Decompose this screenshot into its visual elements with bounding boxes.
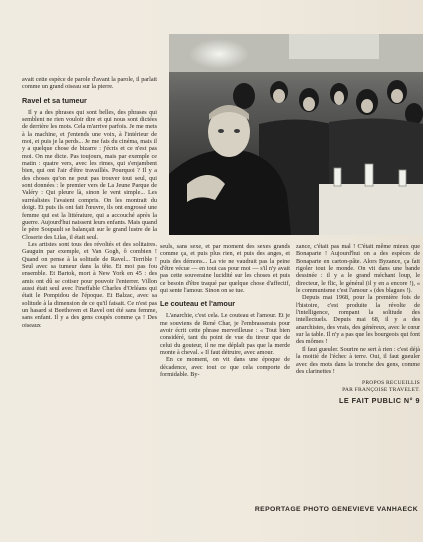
body-paragraph: Les artistes sont tous des révoltés et des solitaires. Gauguin par exemple, et Van Gogh, ô combien ! Quand on pense à la solitude de Ravel... Terrible ! Seul avec sa tumeur dans la tête. Et moi pas fou ensemble. Et Bartok, mort à New York en 45 : des amis ont dû se cotiser pour pouvoir l'enterrer. Villon aussi était seul avec l'ineffable Charles d'Orléans qui était le Pompidou de l'époque. Et Balzac, avec sa solitude à la dimension de ce qu'il faisait. Ce n'est pas un hasard si Beethoven et Ravel ont été sans femme, sans enfant. Il y a des gens coupés comme ça ! Des oiseaux — [22, 240, 157, 329]
body-paragraph: zance, c'était pas mal ! C'était même mieux que Bonaparte ! Aujourd'hui on a des espèces de Bonaparte en carton-pâte. Alors Byzance, ça fait rigoler tout le monde. On vit dans une bande dessinée : il y a le grand méchant loup, le directeur, le flic, le général (il y en a encore !), « le communisme c'est l'amour » (des blagues !). — [296, 243, 420, 295]
body-paragraph: seuls, sans sexe, et par moment des sexes grands comme ça, et puis plus rien, et puis des anges, et puis des démons... La vie ne vaudrait pas la peine d'être vécue — en tout cas pour moi — s'il n'y avait pas cette souveraine lucidité sur les choses et puis ce besoin d'être traqué par quelque chose d'affectif, qui sente l'amour. Sinon on se tue. — [160, 243, 290, 295]
byline-line-1: PROPOS RECUEILLIS — [362, 380, 420, 387]
section-heading-ravel: Ravel et sa tumeur — [22, 95, 87, 105]
body-paragraph: Il y a des phrases qui sont belles, des phrases qui semblent ne rien vouloir dire et qui nous sont dictées de derrière les mots. Cela m'arrive parfois. Je me mets à la machine, et j'entends une voix, à l'intérieur de moi, et puis je la perds... Je me fais du cinéma, mais il y a quelque chose de bizarre : j'écris et ce n'est pas moi. On me dicte. Pas toujours, mais par exemple ce matin : quatre vers, avec les rimes, qui s'enjambent bien, qui ont l'air d'être travaillés. Pourquoi ? Il y a des choses qu'on ne peut pas trouver tout seul, qui sont données : le premier vers de La Jeune Parque de Valéry : Qui pleure là, sinon le vent simple... Les surréalistes l'avaient compris. On les montrait du doigt. Et puis ils ont fait l'œuvre, ils ont engrossé une femme qui est la littérature, qui a accouché après la guerre. Aujourd'hui naissent leurs enfants. Mais quand le père Soupault se balançait sur le grand lustre de la Closerie des Lilas, il était seul. — [22, 108, 157, 241]
publication-name: LE FAIT PUBLIC N° 9 — [338, 396, 420, 406]
photograph-audience — [169, 34, 423, 235]
byline-line-2: PAR FRANÇOISE TRAVELET. — [342, 387, 420, 394]
text-column-1 — [22, 76, 157, 329]
section-heading-couteau: Le couteau et l'amour — [160, 299, 236, 309]
byline — [296, 380, 420, 394]
text-column-2 — [160, 243, 290, 379]
intro-paragraph: avait cette espèce de parole d'avant la parole, il parlait comme un grand oiseau sur la pierre. — [22, 76, 157, 91]
text-column-3 — [296, 243, 420, 405]
body-paragraph: En ce moment, on vit dans une époque de décadence, avec tout ce que cela comporte de formidable. By- — [160, 356, 290, 379]
body-paragraph: Depuis mai 1968, pour la première fois de l'histoire, c'est produite la révolte de l'intelligence, rompant la solitude des intellectuels. Depuis mai 68, il y a des anarchistes, des vrais, des généreux, avec le cœur sur la table. Il n'y a pas que les bourgeois qui font des mômes ! — [296, 294, 420, 346]
body-paragraph: L'anarchie, c'est cela. Le couteau et l'amour. Et je me souviens de René Char, je l'embrasserais pour avoir écrit cette phrase merveilleuse : « Tout bien considéré, tant du point de vue du tireur que de celui du gouteur, il ne me déplaît pas que la merde monte à cheval. » Il faut détruire, avec amour. — [160, 312, 290, 357]
photo-illustration — [169, 34, 423, 235]
body-paragraph: Il faut gueuler. Sourire ne sert à rien : c'est déjà la moitié de l'échec à terre. Oui, il faut gueuler avec des mots dans la tronche des gens, comme des clarinettes ! — [296, 345, 420, 375]
photo-credit: REPORTAGE PHOTO GENEVIEVE VANHAECK — [254, 506, 418, 513]
